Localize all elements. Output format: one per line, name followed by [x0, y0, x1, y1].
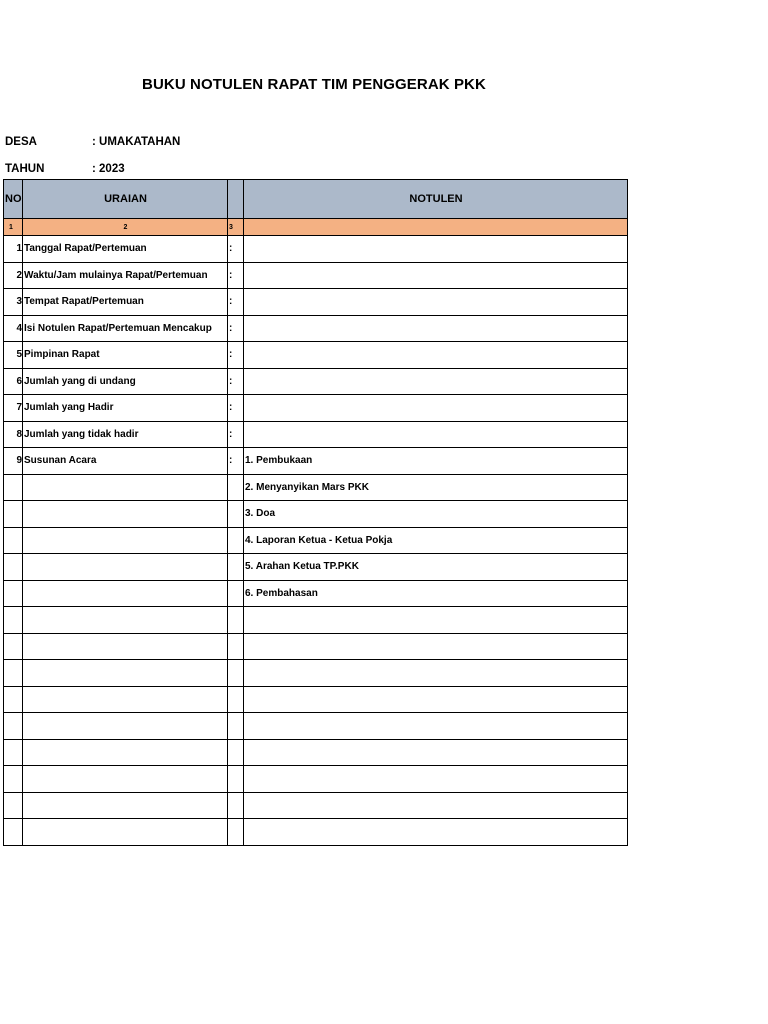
row-uraian	[23, 739, 228, 766]
table-row	[4, 686, 628, 713]
table-row	[4, 368, 628, 395]
table-row	[4, 739, 628, 766]
row-uraian: Susunan Acara	[23, 448, 228, 475]
row-uraian	[23, 660, 228, 687]
table-row	[4, 633, 628, 660]
table-row	[4, 527, 628, 554]
row-no	[4, 713, 23, 740]
row-uraian	[23, 819, 228, 846]
row-separator: :	[228, 289, 244, 316]
row-no: 9	[4, 448, 23, 475]
row-notulen	[244, 713, 628, 740]
document-title: BUKU NOTULEN RAPAT TIM PENGGERAK PKK	[142, 76, 486, 93]
row-separator	[228, 686, 244, 713]
row-separator	[228, 474, 244, 501]
row-notulen	[244, 236, 628, 263]
numbering-no: 1	[4, 219, 23, 236]
row-uraian	[23, 580, 228, 607]
row-uraian	[23, 686, 228, 713]
header-row	[4, 180, 628, 219]
row-no	[4, 766, 23, 793]
row-separator	[228, 554, 244, 581]
table-row	[4, 342, 628, 369]
row-no	[4, 819, 23, 846]
table-row	[4, 262, 628, 289]
row-uraian	[23, 766, 228, 793]
row-separator: :	[228, 262, 244, 289]
row-separator: :	[228, 395, 244, 422]
table-row	[4, 580, 628, 607]
table-row	[4, 607, 628, 634]
row-no: 2	[4, 262, 23, 289]
table-row	[4, 315, 628, 342]
row-uraian: Pimpinan Rapat	[23, 342, 228, 369]
row-no	[4, 501, 23, 528]
row-no	[4, 686, 23, 713]
row-notulen	[244, 819, 628, 846]
row-uraian	[23, 633, 228, 660]
row-no	[4, 474, 23, 501]
header-notulen: NOTULEN	[244, 180, 628, 219]
row-notulen	[244, 395, 628, 422]
row-separator	[228, 766, 244, 793]
row-no	[4, 633, 23, 660]
numbering-separator: 3	[228, 219, 244, 236]
row-no: 5	[4, 342, 23, 369]
row-uraian	[23, 501, 228, 528]
desa-value: : UMAKATAHAN	[92, 136, 181, 148]
row-uraian: Tempat Rapat/Pertemuan	[23, 289, 228, 316]
row-separator	[228, 819, 244, 846]
row-no	[4, 660, 23, 687]
row-no	[4, 739, 23, 766]
row-no: 4	[4, 315, 23, 342]
table-row	[4, 819, 628, 846]
row-uraian: Waktu/Jam mulainya Rapat/Pertemuan	[23, 262, 228, 289]
row-notulen	[244, 368, 628, 395]
row-separator	[228, 713, 244, 740]
table-row	[4, 792, 628, 819]
row-no	[4, 527, 23, 554]
row-separator	[228, 580, 244, 607]
tahun-value: : 2023	[92, 163, 125, 175]
row-no	[4, 607, 23, 634]
row-notulen: 5. Arahan Ketua TP.PKK	[244, 554, 628, 581]
header-separator	[228, 180, 244, 219]
row-notulen: 4. Laporan Ketua - Ketua Pokja	[244, 527, 628, 554]
row-uraian	[23, 607, 228, 634]
row-notulen	[244, 421, 628, 448]
table-row	[4, 660, 628, 687]
row-separator	[228, 527, 244, 554]
numbering-notulen	[244, 219, 628, 236]
row-uraian	[23, 792, 228, 819]
table-row	[4, 474, 628, 501]
row-no	[4, 554, 23, 581]
row-separator: :	[228, 448, 244, 475]
row-notulen	[244, 315, 628, 342]
row-separator	[228, 501, 244, 528]
table-row	[4, 421, 628, 448]
row-notulen	[244, 262, 628, 289]
row-no: 8	[4, 421, 23, 448]
row-no	[4, 792, 23, 819]
row-notulen: 1. Pembukaan	[244, 448, 628, 475]
table-row	[4, 395, 628, 422]
column-numbering-row	[4, 219, 628, 236]
row-no: 6	[4, 368, 23, 395]
row-notulen: 3. Doa	[244, 501, 628, 528]
row-uraian	[23, 527, 228, 554]
numbering-uraian: 2	[23, 219, 228, 236]
row-notulen	[244, 633, 628, 660]
row-no: 7	[4, 395, 23, 422]
row-notulen	[244, 739, 628, 766]
row-separator	[228, 660, 244, 687]
table-row	[4, 501, 628, 528]
table-row	[4, 554, 628, 581]
row-notulen	[244, 792, 628, 819]
header-uraian: URAIAN	[23, 180, 228, 219]
row-uraian	[23, 554, 228, 581]
row-separator	[228, 633, 244, 660]
row-uraian: Isi Notulen Rapat/Pertemuan Mencakup	[23, 315, 228, 342]
row-uraian: Jumlah yang di undang	[23, 368, 228, 395]
row-separator	[228, 792, 244, 819]
table-row	[4, 766, 628, 793]
row-uraian: Tanggal Rapat/Pertemuan	[23, 236, 228, 263]
row-notulen: 6. Pembahasan	[244, 580, 628, 607]
row-uraian	[23, 474, 228, 501]
table-row	[4, 236, 628, 263]
row-uraian: Jumlah yang Hadir	[23, 395, 228, 422]
row-separator	[228, 607, 244, 634]
desa-label: DESA	[5, 136, 37, 148]
tahun-label: TAHUN	[5, 163, 45, 175]
row-notulen	[244, 686, 628, 713]
row-no	[4, 580, 23, 607]
row-notulen	[244, 342, 628, 369]
row-separator: :	[228, 236, 244, 263]
row-uraian: Jumlah yang tidak hadir	[23, 421, 228, 448]
row-no: 3	[4, 289, 23, 316]
row-notulen	[244, 660, 628, 687]
row-notulen	[244, 289, 628, 316]
row-separator: :	[228, 368, 244, 395]
row-notulen	[244, 607, 628, 634]
table-row	[4, 289, 628, 316]
row-separator: :	[228, 342, 244, 369]
row-separator: :	[228, 421, 244, 448]
row-separator	[228, 739, 244, 766]
row-separator: :	[228, 315, 244, 342]
row-uraian	[23, 713, 228, 740]
row-notulen	[244, 766, 628, 793]
notulen-table	[3, 179, 628, 846]
table-row	[4, 713, 628, 740]
header-no: NO	[4, 180, 23, 219]
row-no: 1	[4, 236, 23, 263]
table-row	[4, 448, 628, 475]
row-notulen: 2. Menyanyikan Mars PKK	[244, 474, 628, 501]
